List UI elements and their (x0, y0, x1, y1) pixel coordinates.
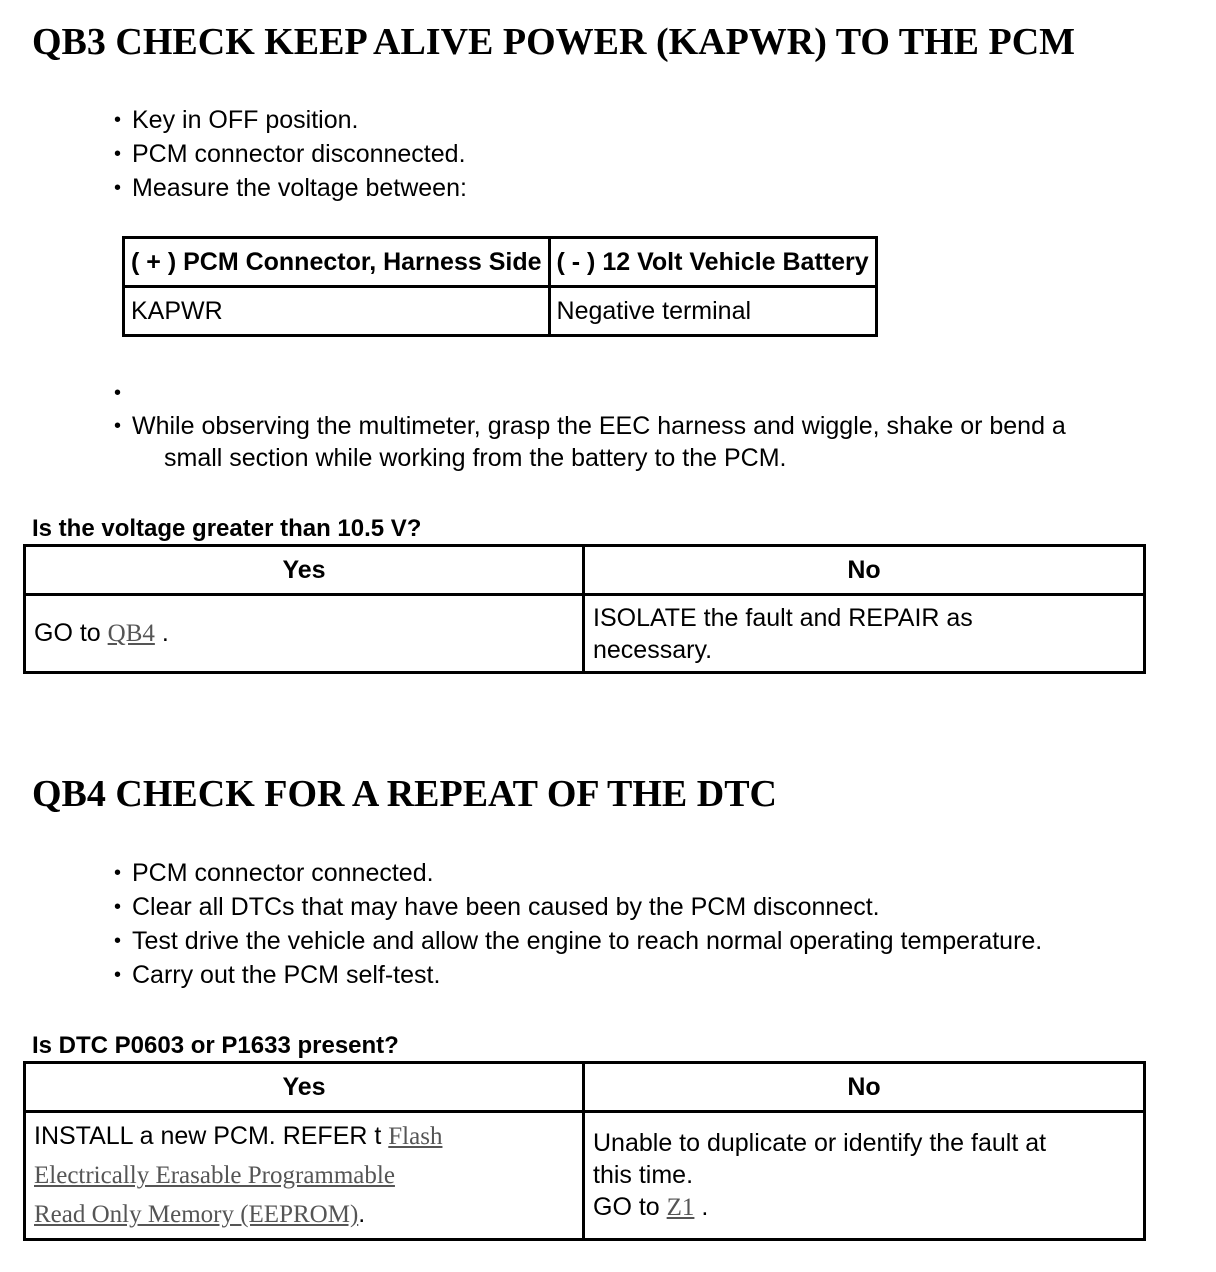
table-row (25, 1112, 1145, 1240)
yes-suffix: . (161, 619, 169, 647)
qb3-answer-table (23, 544, 1146, 674)
qb3-title: QB3 CHECK KEEP ALIVE POWER (KAPWR) TO THE PCM (32, 21, 1076, 63)
list-item (114, 410, 1066, 474)
table-cell: Negative terminal (549, 287, 876, 336)
list-item: • Key in OFF position. (114, 103, 467, 137)
list-item: • Carry out the PCM self-test. (114, 958, 1042, 992)
yes-prefix: INSTALL a new PCM. REFER t (34, 1122, 382, 1150)
no-header: No (584, 546, 1145, 595)
qb4-steps-list (114, 856, 1042, 992)
z1-link[interactable]: Z1 (666, 1194, 695, 1221)
qb4-title: QB4 CHECK FOR A REPEAT OF THE DTC (32, 773, 777, 815)
qb3-steps2-list (114, 376, 1066, 474)
flash-eeprom-link[interactable]: Flash (388, 1123, 443, 1150)
list-item: • Clear all DTCs that may have been caused by the PCM disconnect. (114, 890, 1042, 924)
yes-cell (25, 1112, 584, 1240)
table-header-cell: ( + ) PCM Connector, Harness Side (124, 238, 550, 287)
list-item-line: While observing the multimeter, grasp the EEC harness and wiggle, shake or bend a (132, 412, 1066, 440)
qb3-question: Is the voltage greater than 10.5 V? (32, 515, 422, 542)
no-text: Unable to duplicate or identify the fault at (593, 1129, 1047, 1157)
table-header-row (25, 546, 1145, 595)
table-header-cell: ( - ) 12 Volt Vehicle Battery (549, 238, 876, 287)
no-text: necessary. (593, 635, 713, 664)
list-item: • PCM connector connected. (114, 856, 1042, 890)
no-suffix: . (701, 1193, 709, 1221)
yes-prefix: GO to (34, 619, 101, 647)
no-text: ISOLATE the fault and REPAIR as (593, 603, 973, 632)
yes-header: Yes (25, 546, 584, 595)
no-text: this time. (593, 1161, 694, 1189)
yes-header: Yes (25, 1063, 584, 1112)
qb3-steps-list (114, 103, 467, 205)
yes-suffix: . (358, 1200, 366, 1228)
list-item (114, 376, 1066, 410)
no-prefix: GO to (593, 1193, 660, 1221)
table-header-row (25, 1063, 1145, 1112)
yes-cell (25, 595, 584, 673)
measurement-table (122, 236, 878, 337)
flash-eeprom-link[interactable]: Electrically Erasable Programmable (34, 1162, 395, 1189)
qb4-question: Is DTC P0603 or P1633 present? (32, 1032, 399, 1059)
no-header: No (584, 1063, 1145, 1112)
table-row (124, 287, 877, 336)
qb4-answer-table (23, 1061, 1146, 1241)
list-item: • Test drive the vehicle and allow the engine to reach normal operating temperature. (114, 924, 1042, 958)
table-cell: KAPWR (124, 287, 550, 336)
no-cell (584, 1112, 1145, 1240)
list-item: • Measure the voltage between: (114, 171, 467, 205)
list-item-line: small section while working from the battery to the PCM. (164, 444, 787, 472)
table-header-row (124, 238, 877, 287)
qb4-link[interactable]: QB4 (107, 620, 155, 647)
table-row (25, 595, 1145, 673)
flash-eeprom-link[interactable]: Read Only Memory (EEPROM) (34, 1201, 359, 1228)
no-cell (584, 595, 1145, 673)
list-item: • PCM connector disconnected. (114, 137, 467, 171)
